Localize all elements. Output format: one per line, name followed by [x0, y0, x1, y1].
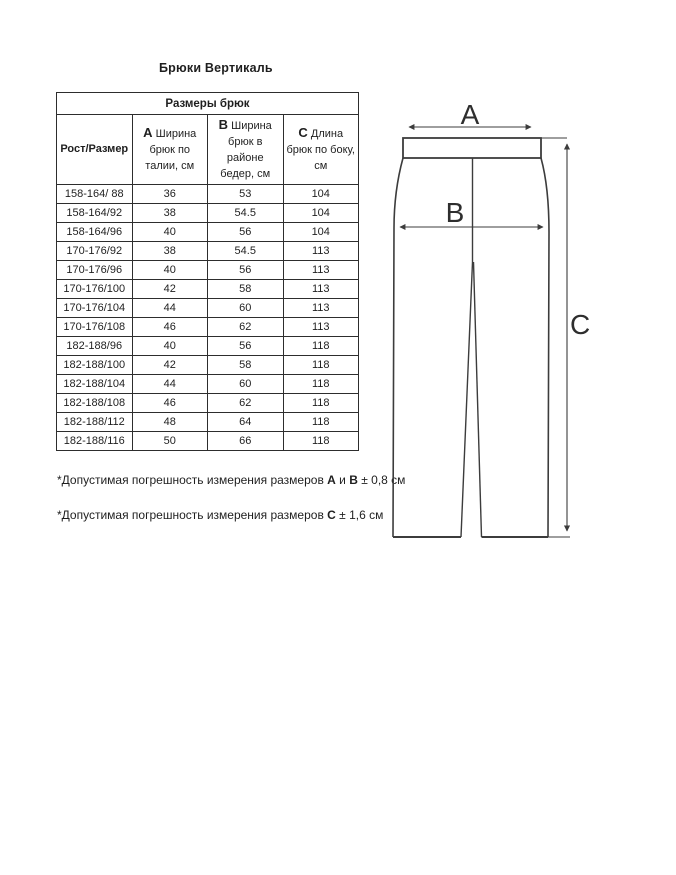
table-cell: 113 — [283, 242, 359, 261]
right-outer-seam — [541, 158, 549, 537]
table-cell: 170-176/92 — [57, 242, 133, 261]
column-header-a: A Ширина брюк по талии, см — [132, 115, 208, 185]
table-cell: 182-188/100 — [57, 356, 133, 375]
table-cell: 158-164/ 88 — [57, 185, 133, 204]
table-cell: 113 — [283, 280, 359, 299]
table-cell: 58 — [208, 356, 284, 375]
table-cell: 170-176/96 — [57, 261, 133, 280]
table-cell: 40 — [132, 337, 208, 356]
table-cell: 50 — [132, 432, 208, 451]
length-dimension-label: C — [570, 309, 591, 340]
column-header-size: Рост/Размер — [57, 115, 133, 185]
table-cell: 182-188/104 — [57, 375, 133, 394]
waist-dimension-label: A — [460, 99, 480, 130]
table-cell: 113 — [283, 261, 359, 280]
table-cell: 53 — [208, 185, 284, 204]
left-inner-seam — [461, 262, 473, 537]
table-cell: 118 — [283, 432, 359, 451]
table-cell: 62 — [208, 318, 284, 337]
table-cell: 54.5 — [208, 242, 284, 261]
table-cell: 38 — [132, 242, 208, 261]
table-cell: 56 — [208, 261, 284, 280]
table-cell: 118 — [283, 375, 359, 394]
table-cell: 42 — [132, 280, 208, 299]
table-cell: 48 — [132, 413, 208, 432]
table-cell: 113 — [283, 299, 359, 318]
table-cell: 44 — [132, 299, 208, 318]
table-cell: 66 — [208, 432, 284, 451]
table-cell: 118 — [283, 356, 359, 375]
table-cell: 170-176/104 — [57, 299, 133, 318]
table-cell: 182-188/112 — [57, 413, 133, 432]
table-cell: 60 — [208, 299, 284, 318]
table-cell: 64 — [208, 413, 284, 432]
table-cell: 182-188/108 — [57, 394, 133, 413]
table-cell: 113 — [283, 318, 359, 337]
column-header-c: C Длина брюк по боку, см — [283, 115, 359, 185]
right-inner-seam — [474, 262, 482, 537]
table-cell: 158-164/92 — [57, 204, 133, 223]
hip-dimension-label: B — [445, 197, 465, 228]
table-cell: 40 — [132, 223, 208, 242]
table-cell: 182-188/96 — [57, 337, 133, 356]
table-cell: 54.5 — [208, 204, 284, 223]
table-cell: 36 — [132, 185, 208, 204]
left-outer-seam — [393, 158, 403, 537]
table-cell: 46 — [132, 394, 208, 413]
table-cell: 170-176/108 — [57, 318, 133, 337]
table-cell: 58 — [208, 280, 284, 299]
table-caption: Размеры брюк — [57, 93, 359, 115]
table-cell: 104 — [283, 223, 359, 242]
table-cell: 118 — [283, 337, 359, 356]
table-cell: 118 — [283, 394, 359, 413]
table-cell: 158-164/96 — [57, 223, 133, 242]
table-cell: 60 — [208, 375, 284, 394]
table-cell: 42 — [132, 356, 208, 375]
table-cell: 104 — [283, 204, 359, 223]
table-cell: 44 — [132, 375, 208, 394]
tolerance-note-ab: *Допустимая погрешность измерения размеров А и В ± 0,8 см — [57, 473, 406, 487]
table-cell: 46 — [132, 318, 208, 337]
table-cell: 182-188/116 — [57, 432, 133, 451]
table-cell: 170-176/100 — [57, 280, 133, 299]
table-cell: 38 — [132, 204, 208, 223]
table-cell: 40 — [132, 261, 208, 280]
table-cell: 104 — [283, 185, 359, 204]
table-cell: 56 — [208, 223, 284, 242]
tolerance-note-c: *Допустимая погрешность измерения размеров С ± 1,6 см — [57, 508, 384, 522]
column-header-b: B Ширина брюк в районе бедер, см — [208, 115, 284, 185]
table-cell: 62 — [208, 394, 284, 413]
page-title: Брюки Вертикаль — [159, 61, 273, 75]
table-cell: 56 — [208, 337, 284, 356]
waistband-outline — [403, 138, 541, 158]
table-cell: 118 — [283, 413, 359, 432]
